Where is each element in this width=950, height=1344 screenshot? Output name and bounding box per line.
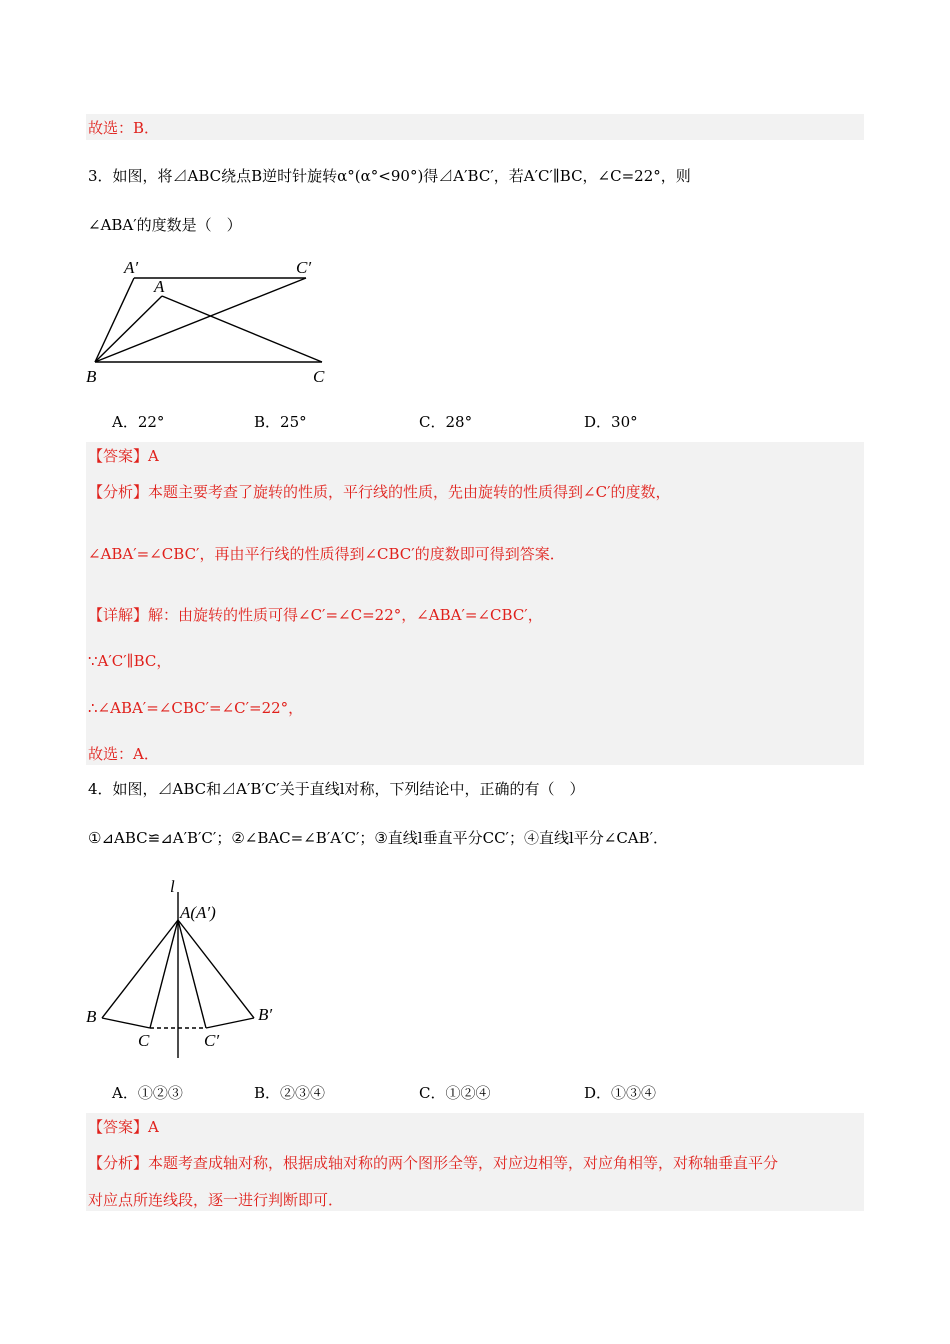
q4-answer: 【答案】A xyxy=(88,1118,159,1136)
q3-analysis-2: ∠ABA′=∠CBC′，再由平行线的性质得到∠CBC′的度数即可得到答案． xyxy=(88,545,565,563)
q3-option-c[interactable]: C．28° xyxy=(419,413,473,431)
q4-segment-AC xyxy=(150,920,178,1028)
q3-label-C: C xyxy=(313,367,325,386)
q3-segment-BCp xyxy=(95,278,306,362)
q4-stem-line-1: 4．如图，⊿ABC和⊿A′B′C′关于直线l对称，下列结论中，正确的有（ ） xyxy=(88,780,585,798)
q3-detail-2: ∵A′C′∥BC， xyxy=(88,652,172,670)
q4-option-b[interactable]: B．②③④ xyxy=(254,1084,326,1102)
q3-label-A: A xyxy=(154,277,165,296)
q3-label-A-prime: A′ xyxy=(124,258,139,277)
q4-label-A: A(A′) xyxy=(180,903,216,922)
top-answer-block xyxy=(86,114,864,140)
q4-figure xyxy=(84,878,284,1062)
q4-stem-line-2: ①⊿ABC≌⊿A′B′C′；②∠BAC=∠B′A′C′；③直线l垂直平分CC′；④直线l平分∠CAB′． xyxy=(88,829,669,847)
q3-stem-line-2: ∠ABA′的度数是（ ） xyxy=(88,216,242,234)
q4-segment-BC xyxy=(102,1018,150,1028)
q4-segment-BpCp xyxy=(206,1018,254,1028)
q4-label-B: B xyxy=(86,1007,97,1026)
q4-option-d[interactable]: D．①③④ xyxy=(584,1084,657,1102)
q3-option-d[interactable]: D．30° xyxy=(584,413,638,431)
q3-detail-1: 【详解】解：由旋转的性质可得∠C′=∠C=22°，∠ABA′=∠CBC′， xyxy=(88,606,543,624)
q4-analysis-1: 【分析】本题考查成轴对称，根据成轴对称的两个图形全等，对应边相等，对应角相等，对称轴垂直平分 xyxy=(88,1154,779,1172)
q3-segment-AC xyxy=(162,296,322,362)
q4-label-C-prime: C′ xyxy=(204,1031,220,1050)
q3-analysis-1: 【分析】本题主要考查了旋转的性质，平行线的性质，先由旋转的性质得到∠C′的度数， xyxy=(88,483,671,501)
q3-option-a[interactable]: A．22° xyxy=(112,413,165,431)
q4-segment-AB xyxy=(102,920,178,1018)
q3-conclusion: 故选：A． xyxy=(88,745,159,763)
q3-stem-line-1: 3．如图，将⊿ABC绕点B逆时针旋转α°(α°<90°)得⊿A′BC′，若A′C′∥BC，∠C=22°，则 xyxy=(88,167,691,185)
q4-label-l: l xyxy=(170,878,175,896)
top-conclusion: 故选：B． xyxy=(88,119,160,137)
q3-detail-3: ∴∠ABA′=∠CBC′=∠C′=22°， xyxy=(88,699,304,717)
q4-label-B-prime: B′ xyxy=(258,1005,273,1024)
q4-option-c[interactable]: C．①②④ xyxy=(419,1084,491,1102)
q3-answer: 【答案】A xyxy=(88,447,159,465)
q3-label-B: B xyxy=(86,367,97,386)
q4-option-a[interactable]: A．①②③ xyxy=(112,1084,183,1102)
q4-label-C: C xyxy=(138,1031,150,1050)
q4-segment-ABp xyxy=(178,920,254,1018)
q3-option-b[interactable]: B．25° xyxy=(254,413,307,431)
q4-analysis-2: 对应点所连线段，逐一进行判断即可． xyxy=(88,1191,344,1209)
q4-segment-ACp xyxy=(178,920,206,1028)
q3-figure xyxy=(84,254,334,390)
q3-segment-BA xyxy=(95,296,162,362)
q3-label-C-prime: C′ xyxy=(296,258,312,277)
